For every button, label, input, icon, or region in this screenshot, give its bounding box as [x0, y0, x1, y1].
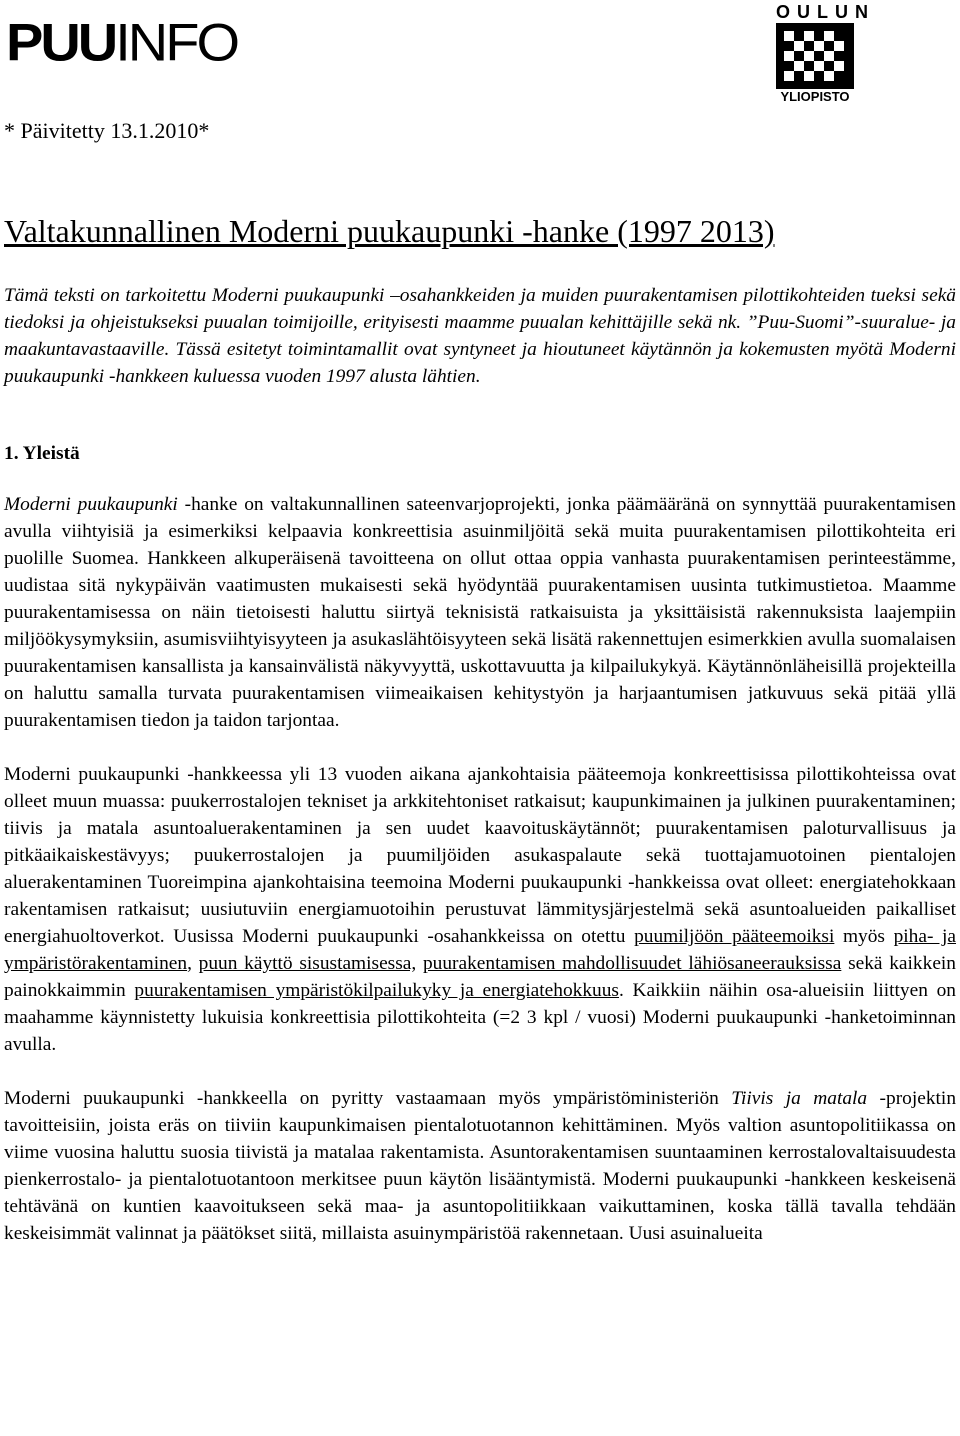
paragraph-3 [4, 1085, 956, 1247]
paragraph-2-text [416, 953, 423, 974]
update-date: * Päivitetty 13.1.2010* [4, 118, 210, 143]
paragraph-3-text: Moderni puukaupunki -hankkeella on pyritty vastaamaan myös ympäristöministeriön [4, 1088, 732, 1109]
project-name-italic: Tiivis ja matala [731, 1088, 868, 1109]
paragraph-2-text: sekä kaikkein painokkaimmin [4, 953, 957, 1001]
paragraph-2-text: , [187, 953, 199, 974]
intro-paragraph: Tämä teksti on tarkoitettu Moderni puukaupunki –osahankkeiden ja muiden puurakentamisen pilottikohteiden tueksi sekä tiedoksi ja ohjeistukseksi puualan toimijoille, erityisesti maamme puualan kehittäjille sekä nk. ”Puu-Suomi”-suuralue- ja maakuntavastaaville. Tässä esitetyt toimintamallit ovat syntyneet ja hioutuneet käytännön ja kokemusten myötä Moderni puukaupunki -hankkeen kuluessa vuoden 1997 alusta lähtien. [4, 285, 956, 387]
section-heading: 1. Yleistä [4, 443, 80, 464]
document-body [4, 282, 956, 1247]
link-piha-rakentaminen[interactable]: piha- ja ympäristörakentaminen [4, 926, 957, 974]
university-emblem-icon [776, 23, 854, 89]
project-name-italic: Moderni puukaupunki [4, 494, 178, 515]
paragraph-1 [4, 491, 956, 734]
paragraph-2 [4, 761, 956, 1058]
link-puumiljoo[interactable]: puumiljöön pääteemoiksi [634, 926, 835, 947]
link-energiatehokkuus[interactable]: puurakentamisen ympäristökilpailukyky ja energiatehokkuus [134, 980, 619, 1001]
logo-info-text: INFO [115, 12, 237, 72]
paragraph-2-text: Moderni puukaupunki -hankkeessa yli 13 vuoden aikana ajankohtaisia pääteemoja konkreettisissa pilottikohteissa ovat olleet muun muassa: puukerrostalojen tekniset ja arkkitehtoniset ratkaisut; kaupunkimainen ja julkinen puurakentaminen; tiivis ja matala asuntoaluerakentaminen ja sen uudet kaavoituskäytännöt; puurakentamisen paloturvallisuus ja pitkäaikaiskestävyys; puukerrostalojen ja puumiljöiden asukaspalaute sekä tuottajamuotoinen pientalojen aluerakentaminen Tuoreimpina ajankohtaisina teemoina Moderni puukaupunki -hankkeissa ovat olleet: energiatehokkaan rakentamisen ratkaisut; uusiutuviin energiamuotoihin perustuvat lämmitysjärjestelmä sekä asuntoalueiden paikalliset energiahuoltoverkot. Uusissa Moderni puukaupunki -osahankkeissa on otettu [4, 764, 956, 947]
logo-yliopisto-text: YLIOPISTO [780, 89, 850, 104]
paragraph-3-text: -projektin tavoitteisiin, joista eräs on tiiviin kaupunkimaisen pientalotuotannon kehittäminen. Myös valtion asuntopolitiikassa on viime vuosina haluttu suosia tiivistä ja matalaa rakentamista. Asuntorakentamisen suuntaaminen kerrostalovaltaisuudesta pienkerrostalo- ja pientalotuotantoon merkitsee puun käytön lisääntymistä. Moderni puukaupunki -hankkeen keskeisenä tehtävänä on kuntien kaavoitukseen sekä maa- ja asuntopolitiikkaan vaikuttaminen, koska tällä tavalla tehdään keskeisimmät valinnat ja päätökset siitä, millaista asuinympäristöä rakennetaan. Uusi asuinalueita [4, 1088, 957, 1244]
link-lahiosaneeraus[interactable]: puurakentamisen mahdollisuudet lähiösaneerauksissa [422, 953, 842, 974]
paragraph-2-text: . Kaikkiin näihin osa-alueisiin liittyen on maahamme käynnistetty lukuisia konkreettisia pilottikohteita (=2 3 kpl / vuosi) Moderni puukaupunki -hanketoiminnan avulla. [4, 980, 956, 1055]
logo-puu-text: PUU [6, 12, 116, 72]
document-title: Valtakunnallinen Moderni puukaupunki -hanke (1997 2013) [4, 213, 775, 249]
link-sisustaminen[interactable]: puun käyttö sisustamisessa, [198, 953, 417, 974]
paragraph-1-text: -hanke on valtakunnallinen sateenvarjoprojekti, jonka päämääränä on synnyttää puurakentamisen avulla viihtyisiä ja esimerkiksi kelpaavia konkreettisia asuinmiljöitä sekä muita puurakentamisen pilottikohteita eri puolille Suomea. Hankkeen alkuperäisenä tavoitteena on ollut ottaa oppia vanhasta puurakentamisen perinteestämme, uudistaa sitä nykypäivän vaatimusten mukaisesti sekä hyödyntää puurakentamisen uusinta tutkimustietoa. Maamme puurakentamisessa on näin tietoisesti haluttu siirtyä teknisistä ratkaisuista ja yksittäisistä rakennuksista laajempiin miljöökysymyksiin, asumisviihtyisyyteen ja asukaslähtöisyyteen sekä lisätä rakennettujen esimerkkien avulla suomalaisen puurakentamisen kansallista ja kansainvälistä näkyvyyttä, uskottavuutta ja kilpailukykyä. Käytännönläheisillä projekteilla on haluttu samalla turvata puurakentamisen viimeaikaisen kehitystyön ja harjaantumisen jatkuvuus sekä pitää yllä puurakentamisen tiedon ja taidon tarjontaa. [4, 494, 956, 731]
paragraph-2-text: myös [834, 926, 894, 947]
logo-oulun-text: OULUN [776, 2, 875, 22]
oulun-yliopisto-logo [770, 2, 875, 104]
puuinfo-logo [6, 14, 237, 71]
